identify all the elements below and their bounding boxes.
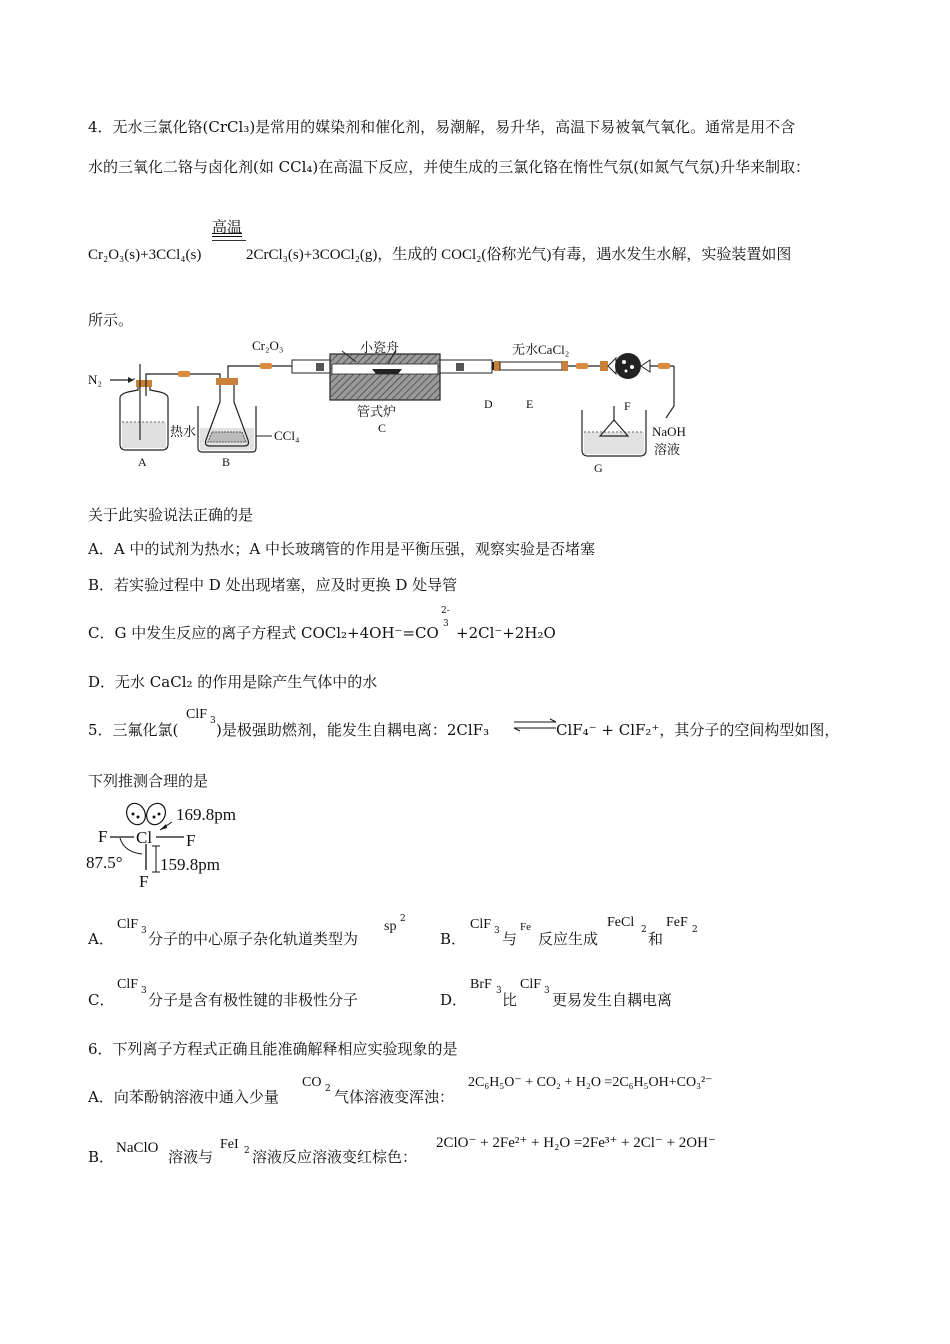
q5-line2: 下列推测合理的是 (88, 772, 209, 790)
clf3-structure-diagram (84, 798, 264, 892)
q6-option-a-post: 气体溶液变浑浊： (334, 1088, 455, 1106)
equation-left: Cr₂O₃(s)+3CCl₄(s) (88, 247, 202, 263)
q4-line4: 所示。 (88, 311, 134, 329)
q5-option-d-bi: 比 (502, 991, 518, 1009)
q5-option-d-brf: BrF (470, 977, 492, 992)
cr2o3-label: Cr₂O₃ (252, 338, 284, 353)
q4-stem: 关于此实验说法正确的是 (88, 506, 254, 524)
q4-option-c-sub: 3 (443, 619, 449, 629)
atom-f-right: F (186, 831, 196, 850)
q6-option-b-naclo: NaClO (116, 1140, 159, 1156)
hot-water-label: 热水 (170, 424, 197, 439)
q5-option-a-sp: sp (384, 919, 397, 934)
q4-option-b: B．若实验过程中 D 处出现堵塞，应及时更换 D 处导管 (88, 576, 458, 594)
q5-option-b-formula-sub: 3 (494, 926, 500, 936)
tube-d-e (492, 361, 600, 371)
q6-option-b-pre: B． (88, 1148, 115, 1166)
q4-line2: 水的三氧化二铬与卤化剂(如 CCl₄)在高温下反应，并使生成的三氯化铬在惰性气氛(如氮气气氛)升华来制取： (88, 158, 810, 176)
q6-option-b-mid: 溶液与 (168, 1148, 214, 1166)
q6-option-a-co2-sub: 2 (325, 1084, 331, 1094)
q6-stem: 6．下列离子方程式正确且能准确解释相应实验现象的是 (88, 1040, 458, 1058)
q5-formula: ClF (186, 707, 208, 722)
q5-option-b-fef: FeF (666, 915, 688, 930)
bond-angle: 87.5° (86, 853, 123, 872)
atom-cl: Cl (136, 828, 153, 847)
q5-option-b-fef-sub: 2 (692, 925, 698, 935)
label-c: C (378, 421, 387, 435)
label-g: G (594, 461, 603, 475)
q6-option-a-pre: A．向苯酚钠溶液中通入少量 (88, 1088, 279, 1106)
q5-option-d-formula: ClF (520, 977, 542, 992)
q5-option-d-text: 更易发生自耦电离 (552, 991, 673, 1009)
naoh-label: NaOH (652, 424, 686, 439)
boat-label: 小瓷舟 (360, 340, 400, 355)
q5-option-b-fecl-sub: 2 (641, 925, 647, 935)
q6-option-b-fei-sub: 2 (244, 1146, 250, 1156)
reaction-arrow-line (212, 240, 246, 241)
q4-option-c-sup: 2- (441, 606, 450, 616)
label-d: D (484, 397, 493, 411)
equilibrium-arrow-icon (512, 718, 558, 732)
q5-option-b-label: B． (440, 930, 467, 948)
q4-option-d: D．无水 CaCl₂ 的作用是除产生气体中的水 (88, 673, 378, 691)
q4-option-c-pre: C．G 中发生反应的离子方程式 COCl₂+4OH⁻=CO (88, 624, 439, 642)
q5-option-d-brf-sub: 3 (496, 986, 502, 996)
bond-length-1: 169.8pm (176, 805, 236, 824)
q6-option-a-equation: 2C₆H₅O⁻ + CO₂ + H₂O =2C₆H₅OH+CO₃²⁻ (468, 1075, 713, 1090)
q6-option-b-post: 溶液反应溶液变红棕色： (252, 1148, 418, 1166)
n2-label: N₂ (88, 372, 102, 387)
atom-f-bottom: F (139, 872, 149, 891)
q6-option-b-fei: FeI (220, 1137, 239, 1152)
reaction-condition: 高温 (212, 218, 243, 236)
tube-furnace-c (288, 350, 492, 400)
q4-line1: 4．无水三氯化铬(CrCl₃)是常用的媒染剂和催化剂，易潮解，易升华，高温下易被氧气氧化。通常是用不含 (88, 118, 796, 136)
q5-option-c-formula: ClF (117, 977, 139, 992)
furnace-label: 管式炉 (357, 404, 397, 419)
beaker-g (560, 400, 700, 476)
label-b: B (222, 455, 231, 469)
label-a: A (138, 455, 147, 469)
q5-option-b-fecl: FeCl (607, 915, 635, 930)
label-e: E (526, 397, 534, 411)
q5-post: )是极强助燃剂，能发生自耦电离：2ClF₃ (216, 721, 490, 739)
q5-eq-right: ClF₄⁻ + ClF₂⁺，其分子的空间构型如图， (556, 721, 840, 739)
q5-option-a-formula-sub: 3 (141, 926, 147, 936)
equation-right: 2CrCl₃(s)+3COCl₂(g)，生成的 COCl₂(俗称光气)有毒，遇水发生水解，实验装置如图 (246, 247, 792, 263)
q4-option-a: A．A 中的试剂为热水；A 中长玻璃管的作用是平衡压强，观察实验是否堵塞 (88, 540, 596, 558)
bond-length-2: 159.8pm (160, 855, 220, 874)
ccl4-label: CCl₄ (274, 428, 300, 443)
cacl2-label: 无水CaCl₂ (512, 342, 570, 357)
atom-f-left: F (98, 827, 108, 846)
q5-option-a-label: A． (88, 930, 114, 948)
q5-option-b-yu: 与 (502, 930, 518, 948)
q5-formula-sub: 3 (210, 716, 216, 726)
q5-option-b-text: 反应生成 (538, 930, 599, 948)
q5-option-c-label: C． (88, 991, 115, 1009)
q5-option-c-formula-sub: 3 (141, 986, 147, 996)
q5-option-a-text: 分子的中心原子杂化轨道类型为 (148, 930, 359, 948)
q4-option-c-post: +2Cl⁻+2H₂O (456, 624, 556, 642)
q5-option-a-formula: ClF (117, 917, 139, 932)
q6-option-b-equation: 2ClO⁻ + 2Fe²⁺ + H₂O =2Fe³⁺ + 2Cl⁻ + 2OH⁻ (436, 1135, 716, 1151)
q6-option-a-co2: CO (302, 1075, 322, 1090)
q5-option-a-sp-sup: 2 (400, 914, 406, 924)
q5-option-b-formula: ClF (470, 917, 492, 932)
label-f: F (624, 399, 631, 413)
q5-option-b-he: 和 (648, 930, 664, 948)
q5-option-d-formula-sub: 3 (544, 986, 550, 996)
q5-option-b-fe: Fe (520, 921, 531, 933)
q5-option-c-text: 分子是含有极性键的非极性分子 (148, 991, 359, 1009)
q5-option-d-label: D． (440, 991, 468, 1009)
solution-label: 溶液 (654, 442, 681, 457)
q5-pre: 5．三氟化氯( (88, 721, 179, 739)
